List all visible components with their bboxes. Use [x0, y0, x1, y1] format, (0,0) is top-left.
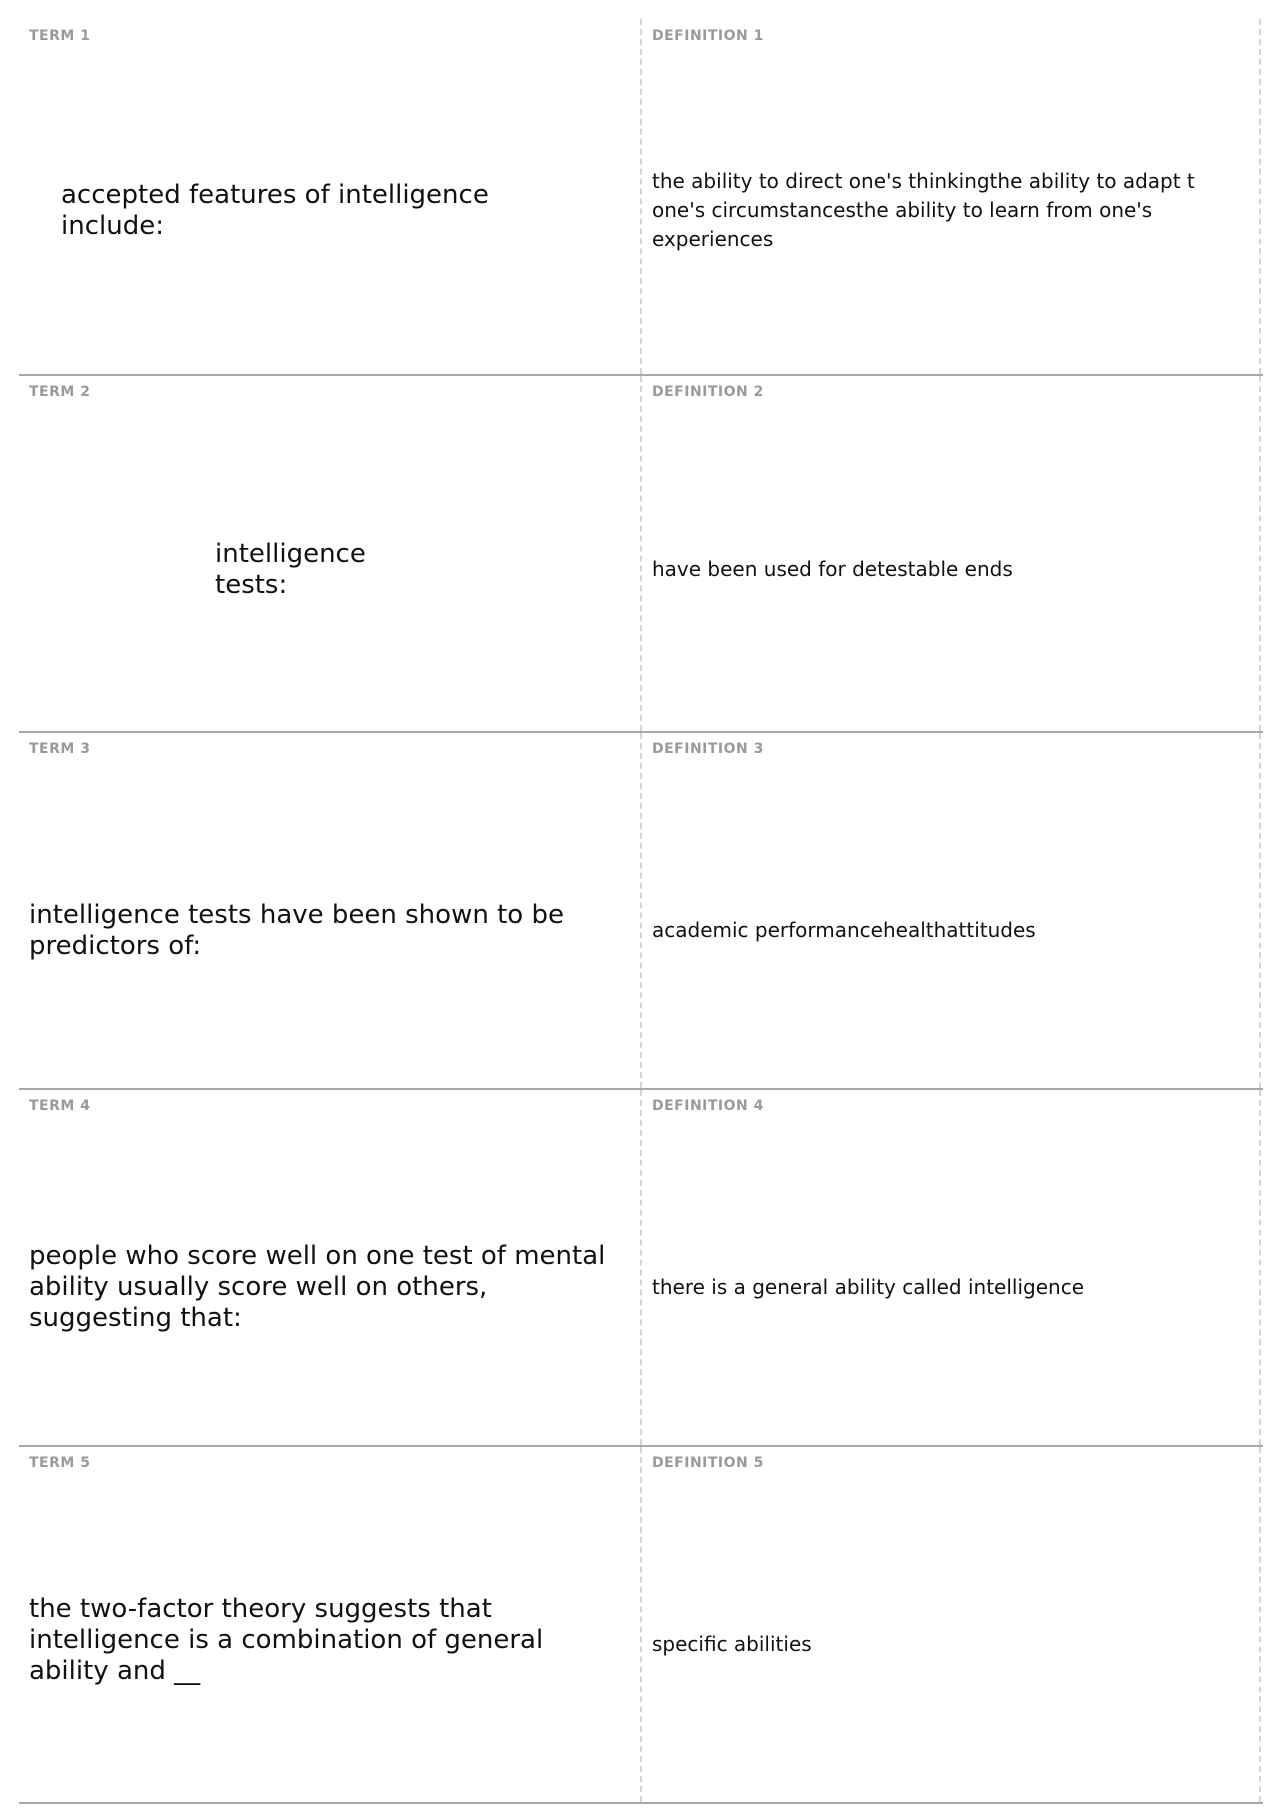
term-text: intelligence tests: — [215, 538, 366, 600]
flashcard-row — [19, 1447, 1263, 1804]
definition-cell — [642, 19, 1261, 374]
term-label: TERM 3 — [29, 741, 91, 757]
term-label: TERM 1 — [29, 28, 91, 44]
term-label: TERM 5 — [29, 1455, 91, 1471]
definition-label: DEFINITION 5 — [652, 1455, 764, 1471]
definition-label: DEFINITION 2 — [652, 384, 764, 400]
definition-cell — [642, 1090, 1261, 1445]
flashcard-row — [19, 376, 1263, 733]
definition-label: DEFINITION 4 — [652, 1098, 764, 1114]
term-cell — [19, 1447, 642, 1802]
term-cell — [19, 19, 642, 374]
definition-text: the ability to direct one's thinkingthe ability to adapt t one's circumstancesthe ability to learn from one's experiences — [652, 169, 1195, 251]
term-label: TERM 2 — [29, 384, 91, 400]
definition-text: academic performancehealthattitudes — [652, 918, 1036, 942]
definition-cell — [642, 376, 1261, 731]
definition-cell — [642, 733, 1261, 1088]
term-label: TERM 4 — [29, 1098, 91, 1114]
definition-text: specific abilities — [652, 1632, 812, 1656]
flashcard-sheet — [19, 19, 1263, 1804]
flashcard-row — [19, 19, 1263, 376]
term-text: accepted features of intelligence include: — [61, 179, 489, 241]
term-text: intelligence tests have been shown to be predictors of: — [29, 899, 564, 961]
term-cell — [19, 1090, 642, 1445]
definition-label: DEFINITION 3 — [652, 741, 764, 757]
flashcard-row — [19, 1090, 1263, 1447]
term-text: the two-factor theory suggests that intelligence is a combination of general ability and __ — [29, 1594, 544, 1686]
definition-text: have been used for detestable ends — [652, 557, 1013, 581]
definition-cell — [642, 1447, 1261, 1802]
definition-text: there is a general ability called intelligence — [652, 1275, 1084, 1299]
term-text: people who score well on one test of mental ability usually score well on others, suggesting that: — [29, 1241, 606, 1333]
term-cell — [19, 376, 642, 731]
flashcard-row — [19, 733, 1263, 1090]
term-cell — [19, 733, 642, 1088]
definition-label: DEFINITION 1 — [652, 28, 764, 44]
